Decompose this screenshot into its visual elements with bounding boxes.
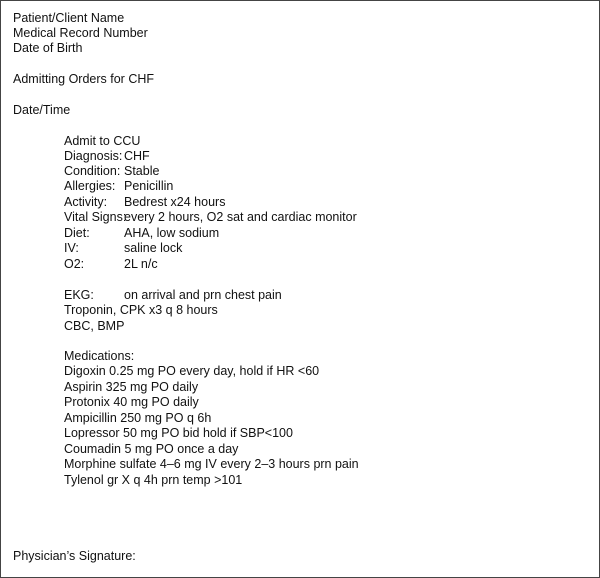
order-field-value: 2L n/c [124, 257, 158, 271]
ekg-label: EKG: [64, 288, 94, 302]
lab-order: CBC, BMP [64, 319, 125, 333]
order-field-label: Activity: [64, 195, 108, 209]
lab-order: Troponin, CPK x3 q 8 hours [64, 303, 218, 317]
order-field-label: Allergies: [64, 179, 116, 193]
medication-item: Lopressor 50 mg PO bid hold if SBP<100 [64, 426, 293, 440]
ekg-order [64, 288, 282, 303]
medications-heading: Medications: [64, 349, 135, 363]
order-field-value: every 2 hours, O2 sat and cardiac monitor [124, 210, 357, 224]
order-field-label: Vital Signs: [64, 210, 127, 224]
medication-item: Ampicillin 250 mg PO q 6h [64, 411, 212, 425]
order-field-label: Diagnosis: [64, 149, 123, 163]
order-field [64, 257, 158, 272]
order-field-value: saline lock [124, 241, 183, 255]
order-field-value: AHA, low sodium [124, 226, 220, 240]
medication-item: Tylenol gr X q 4h prn temp >101 [64, 473, 243, 487]
physician-signature-label: Physician’s Signature: [13, 549, 136, 563]
order-field [64, 179, 173, 194]
admit-order: Admit to CCU [64, 134, 141, 148]
order-field [64, 195, 225, 210]
medication-item: Coumadin 5 mg PO once a day [64, 442, 239, 456]
order-field-label: Condition: [64, 164, 121, 178]
medication-item: Digoxin 0.25 mg PO every day, hold if HR <60 [64, 364, 320, 378]
order-field [64, 226, 219, 241]
dob-label: Date of Birth [13, 41, 83, 55]
order-field [64, 241, 182, 256]
order-field-value: Bedrest x24 hours [124, 195, 226, 209]
order-field-value: Stable [124, 164, 160, 178]
order-field-value: Penicillin [124, 179, 174, 193]
form-title: Admitting Orders for CHF [13, 72, 155, 86]
mrn-label: Medical Record Number [13, 26, 148, 40]
patient-name-label: Patient/Client Name [13, 11, 125, 25]
order-field-label: IV: [64, 241, 79, 255]
medication-item: Aspirin 325 mg PO daily [64, 380, 199, 394]
order-field [64, 149, 150, 164]
order-field-value: CHF [124, 149, 150, 163]
medication-item: Protonix 40 mg PO daily [64, 395, 199, 409]
order-field-label: Diet: [64, 226, 90, 240]
datetime-label: Date/Time [13, 103, 71, 117]
medication-item: Morphine sulfate 4–6 mg IV every 2–3 hours prn pain [64, 457, 359, 471]
ekg-value: on arrival and prn chest pain [124, 288, 282, 302]
order-field [64, 210, 357, 225]
order-field-label: O2: [64, 257, 85, 271]
order-field [64, 164, 159, 179]
